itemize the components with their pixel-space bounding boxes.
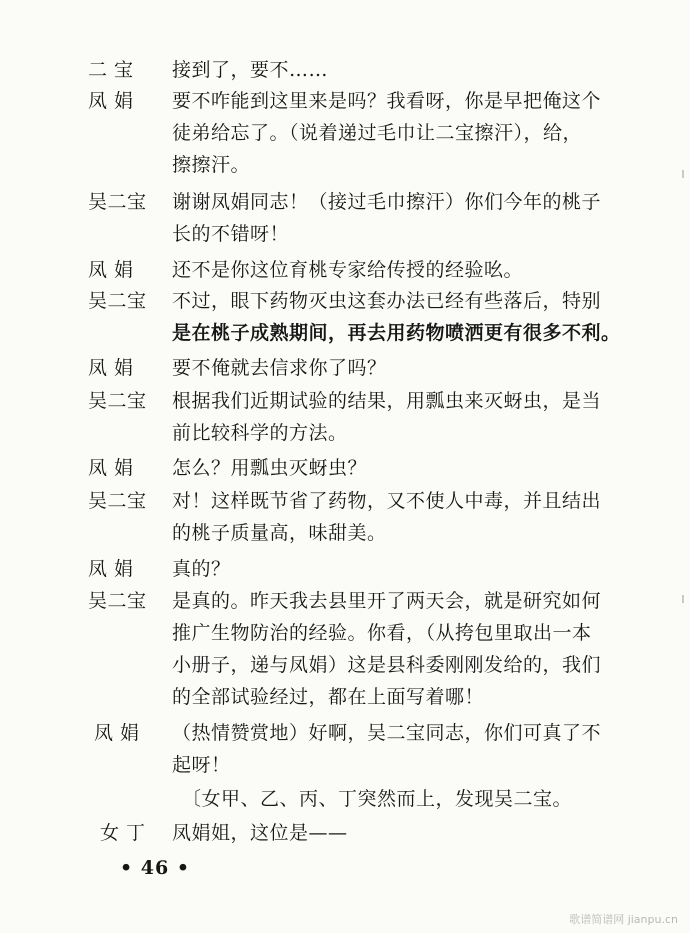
dialogue-line: 怎么？用瓢虫灭蚜虫？ [172,457,368,479]
speaker-label: 凤 娟 [88,259,134,281]
page-number: • 46 • [120,857,190,879]
dialogue-line: 接到了，要不…… [172,59,329,81]
scan-edge-mark [682,170,684,178]
dialogue-line: 是真的。昨天我去县里开了两天会，就是研究如何 [172,590,602,612]
speaker-label: 凤 娟 [88,457,134,479]
speaker-label: 凤 娟 [88,90,134,112]
stage-direction: 〔女甲、乙、丙、丁突然而上，发现吴二宝。 [182,788,573,810]
dialogue-line: 起呀！ [172,754,231,776]
speaker-label: 吴二宝 [88,590,147,612]
dialogue-line: 推广生物防治的经验。你看，（从挎包里取出一本 [172,622,592,644]
speaker-label: 女 丁 [100,822,146,844]
speaker-label: 凤 娟 [94,722,140,744]
dialogue-line: 擦擦汗。 [172,154,251,176]
dialogue-line: 谢谢凤娟同志！（接过毛巾擦汗）你们今年的桃子 [172,191,602,213]
dialogue-line: 要不咋能到这里来是吗？我看呀，你是早把俺这个 [172,90,602,112]
dialogue-line: 的全部试验经过，都在上面写着哪！ [172,686,485,708]
speaker-label: 吴二宝 [88,290,147,312]
dialogue-line: 要不俺就去信求你了吗？ [172,357,387,379]
dialogue-line: 不过，眼下药物灭虫这套办法已经有些落后，特别 [172,290,602,312]
watermark: 歌谱简谱网 jianpu.cn [569,913,678,926]
speaker-label: 吴二宝 [88,191,147,213]
dialogue-line: 真的？ [172,558,231,580]
dialogue-line: 凤娟姐，这位是—— [172,822,348,844]
dialogue-line: 的桃子质量高，味甜美。 [172,522,387,544]
dialogue-line: 徒弟给忘了。（说着递过毛巾让二宝擦汗），给， [172,122,583,144]
speaker-label: 凤 娟 [88,558,134,580]
dialogue-line: 还不是你这位育桃专家给传授的经验吆。 [172,259,524,281]
dialogue-line: 是在桃子成熟期间，再去用药物喷洒更有很多不利。 [172,322,621,344]
speaker-label: 二 宝 [88,59,134,81]
dialogue-line: 对！这样既节省了药物，又不使人中毒，并且结出 [172,490,602,512]
dialogue-line: 长的不错呀！ [172,223,290,245]
dialogue-line: 前比较科学的方法。 [172,422,348,444]
dialogue-line: 小册子，递与凤娟）这是县科委刚刚发给的，我们 [172,654,602,676]
dialogue-line: （热情赞赏地）好啊，吴二宝同志，你们可真了不 [172,722,602,744]
speaker-label: 吴二宝 [88,390,147,412]
speaker-label: 凤 娟 [88,357,134,379]
speaker-label: 吴二宝 [88,490,147,512]
scan-edge-mark [682,595,684,603]
dialogue-line: 根据我们近期试验的结果，用瓢虫来灭蚜虫，是当 [172,390,602,412]
